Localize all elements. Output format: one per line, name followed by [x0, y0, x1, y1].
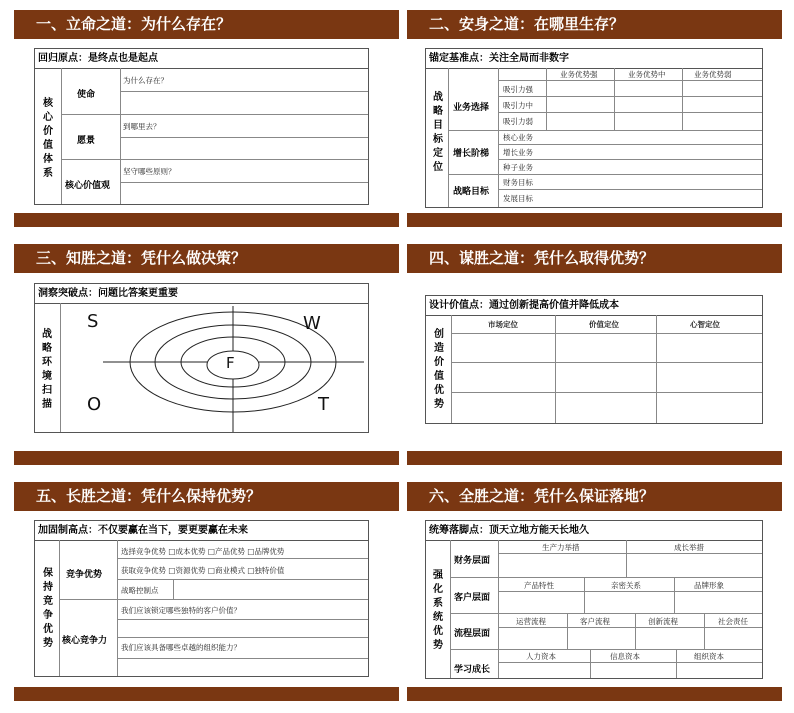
card-2: [407, 10, 782, 228]
footer-bar: [407, 687, 782, 701]
panel: [425, 48, 763, 208]
card-title: 一、立命之道：为什么存在？: [14, 10, 399, 39]
swot-w: W: [303, 313, 321, 334]
row-label: 愿景: [77, 136, 96, 146]
row-item: 吸引力强: [503, 85, 533, 94]
option-row: 战略控制点: [121, 586, 159, 595]
row-item: 生产力举措: [542, 543, 580, 552]
panel-header: 设计价值点：通过创新提高价值并降低成本: [426, 296, 762, 316]
row-item: 产品特性: [524, 581, 554, 590]
card-3: [14, 244, 399, 466]
swot-s: S: [87, 311, 99, 332]
panel: [425, 520, 763, 679]
group-label: 增长阶梯: [453, 149, 490, 159]
col-header: 市场定位: [488, 320, 518, 329]
col-header: 价值定位: [589, 320, 619, 329]
row-item: 吸引力中: [503, 101, 533, 110]
row-item: 信息资本: [610, 652, 640, 661]
row-label: 流程层面: [454, 629, 491, 639]
card-title: 三、知胜之道：凭什么做决策？: [14, 244, 399, 273]
row-item: 成长举措: [674, 543, 704, 552]
row-item: 种子业务: [503, 163, 533, 172]
group-label: 竞争优势: [66, 570, 103, 580]
panel: [425, 295, 763, 424]
footer-bar: [407, 213, 782, 227]
side-label: 保持竞争优势: [43, 568, 53, 649]
col-header: 业务优势中: [628, 70, 666, 79]
swot-o: O: [87, 394, 102, 415]
panel-header: 回归原点：是终点也是起点: [35, 49, 368, 69]
footer-bar: [407, 451, 782, 465]
row-question: 为什么存在？: [123, 76, 168, 85]
side-label: 核心价值体系: [43, 98, 53, 179]
footer-bar: [14, 687, 399, 701]
panel-header: 锚定基准点：关注全局而非数字: [426, 49, 762, 69]
row-label: 学习成长: [454, 665, 491, 675]
card-1: [14, 10, 399, 228]
group-label: 业务选择: [453, 103, 490, 113]
panel-header: 洞察突破点：问题比答案更重要: [35, 284, 368, 304]
footer-bar: [14, 213, 399, 227]
card-title: 二、安身之道：在哪里生存？: [407, 10, 782, 39]
col-header: 心智定位: [690, 320, 720, 329]
row-item: 客户流程: [580, 617, 610, 626]
card-title: 四、谋胜之道：凭什么取得优势？: [407, 244, 782, 273]
card-title: 五、长胜之道：凭什么保持优势？: [14, 482, 399, 511]
row-item: 人力资本: [526, 652, 556, 661]
question-row: 我们应该具备哪些卓越的组织能力？: [121, 643, 241, 652]
col-header: 业务优势弱: [694, 70, 732, 79]
row-label: 财务层面: [454, 556, 491, 566]
footer-bar: [14, 451, 399, 465]
option-row: 选择竞争优势 □成本优势 □产品优势 □品牌优势: [121, 547, 285, 556]
panel: [34, 283, 369, 433]
row-item: 增长业务: [503, 148, 533, 157]
row-label: 核心价值观: [65, 181, 111, 191]
row-item: 财务目标: [503, 178, 533, 187]
row-item: 品牌形象: [694, 581, 724, 590]
group-label: 核心竞争力: [62, 636, 108, 646]
swot-f: F: [226, 354, 235, 372]
row-item: 组织资本: [694, 652, 724, 661]
row-item: 亲密关系: [611, 581, 641, 590]
row-question: 坚守哪些原则？: [123, 167, 176, 176]
group-label: 战略目标: [453, 187, 490, 197]
row-item: 吸引力弱: [503, 117, 533, 126]
panel: [34, 520, 369, 677]
row-item: 创新流程: [648, 617, 678, 626]
question-row: 我们应该锁定哪些独特的客户价值？: [121, 606, 241, 615]
col-header: 业务优势强: [560, 70, 598, 79]
card-title: 六、全胜之道：凭什么保证落地？: [407, 482, 782, 511]
row-label: 使命: [77, 90, 96, 100]
row-item: 运营流程: [516, 617, 546, 626]
side-label: 创造价值优势: [434, 329, 444, 410]
card-4: [407, 244, 782, 466]
row-item: 发展目标: [503, 194, 533, 203]
card-5: [14, 482, 399, 704]
row-item: 社会责任: [718, 617, 748, 626]
side-label: 强化系统优势: [433, 570, 443, 651]
panel: [34, 48, 369, 205]
row-question: 到哪里去？: [123, 122, 161, 131]
swot-t: T: [318, 394, 329, 415]
panel-header: 统筹落脚点：顶天立地方能天长地久: [426, 521, 762, 541]
panel-header: 加固制高点：不仅要赢在当下，要更要赢在未来: [35, 521, 368, 541]
side-label: 战略目标定位: [433, 92, 443, 173]
card-6: [407, 482, 782, 704]
option-row: 获取竞争优势 □资源优势 □商业模式 □独特价值: [121, 566, 285, 575]
row-item: 核心业务: [503, 133, 533, 142]
side-label: 战略环境扫描: [42, 329, 52, 410]
row-label: 客户层面: [454, 593, 491, 603]
